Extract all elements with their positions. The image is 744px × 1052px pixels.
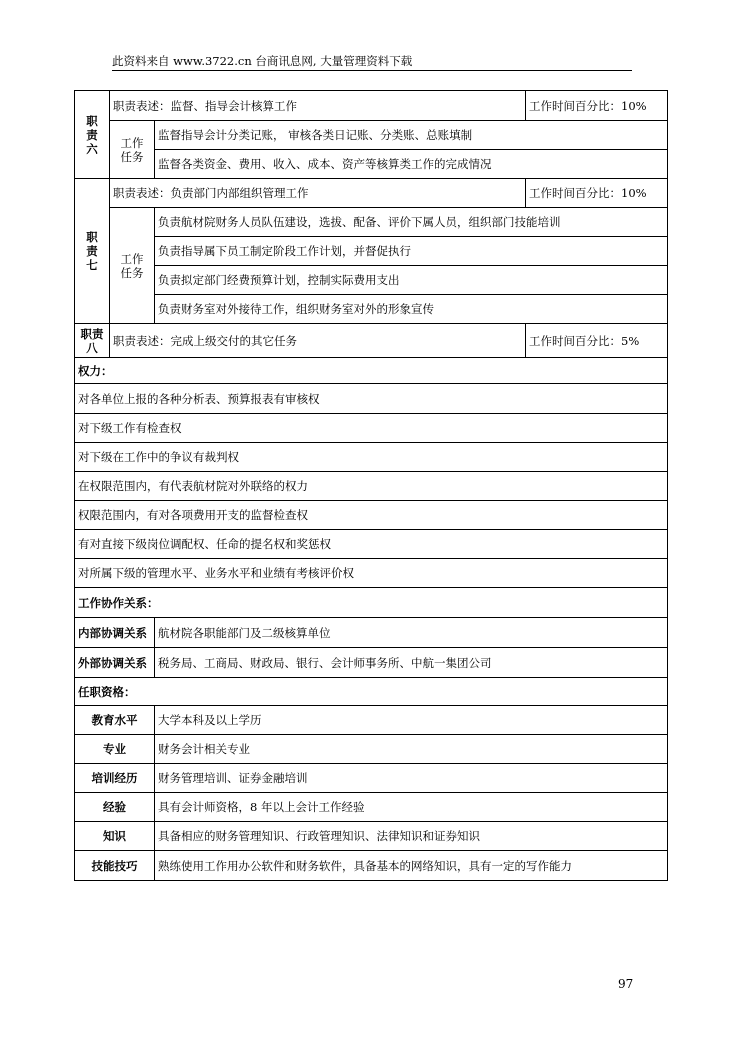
coordination-heading: 工作协作关系：	[75, 588, 668, 618]
duty-8-time-pct: 工作时间百分比：5%	[526, 324, 668, 358]
duty-6-task-label-2: 任务	[120, 149, 144, 164]
duty-8-label	[75, 324, 110, 358]
qualifications-heading-row	[75, 678, 668, 706]
duty-6-task-label-1: 工作	[120, 135, 144, 150]
duty-6-char-2: 责	[86, 127, 98, 142]
qualification-label: 培训经历	[75, 764, 155, 793]
duty-7-task-label	[110, 208, 155, 324]
page-header	[112, 52, 632, 71]
duty-6-label	[75, 91, 110, 179]
source-text: 此资料来自 www.3722.cn 台商讯息网, 大量管理资料下载	[112, 54, 413, 68]
duty-7-task-row	[75, 266, 668, 295]
duty-6-statement-row	[75, 91, 668, 121]
duty-6-task-2: 监督各类资金、费用、收入、成本、资产等核算类工作的完成情况	[155, 150, 668, 179]
authority-row	[75, 443, 668, 472]
qualification-row	[75, 735, 668, 764]
page-number: 97	[618, 977, 634, 991]
qualification-label: 经验	[75, 793, 155, 822]
authority-item: 对下级工作有检查权	[75, 414, 668, 443]
qualification-row	[75, 822, 668, 851]
qualification-value: 具有会计师资格，8 年以上会计工作经验	[155, 793, 668, 822]
duty-7-task-label-1: 工作	[120, 251, 144, 266]
duty-7-statement: 职责表述：负责部门内部组织管理工作	[110, 179, 526, 208]
duty-7-task-3: 负责拟定部门经费预算计划，控制实际费用支出	[155, 266, 668, 295]
authority-item: 对各单位上报的各种分析表、预算报表有审核权	[75, 384, 668, 414]
duty-6-char-1: 职	[86, 113, 98, 128]
duty-7-char-2: 责	[86, 244, 98, 258]
qualification-label: 知识	[75, 822, 155, 851]
coordination-label: 外部协调关系	[75, 648, 155, 678]
authority-item: 权限范围内，有对各项费用开支的监督检查权	[75, 501, 668, 530]
authority-row	[75, 384, 668, 414]
authority-row	[75, 559, 668, 588]
duty-8-row	[75, 324, 668, 358]
authority-heading: 权力：	[75, 358, 668, 384]
qualification-row	[75, 764, 668, 793]
coordination-row	[75, 618, 668, 648]
duty-7-task-row	[75, 237, 668, 266]
qualification-value: 熟练使用工作用办公软件和财务软件，具备基本的网络知识，具有一定的写作能力	[155, 851, 668, 881]
qualification-row	[75, 706, 668, 735]
duty-6-task-row	[75, 121, 668, 150]
duty-7-task-row	[75, 295, 668, 324]
duty-7-char-1: 职	[86, 230, 98, 244]
authority-item: 在权限范围内，有代表航材院对外联络的权力	[75, 472, 668, 501]
coordination-row	[75, 648, 668, 678]
duty-7-statement-row	[75, 179, 668, 208]
qualification-value: 财务管理培训、证券金融培训	[155, 764, 668, 793]
qualification-value: 财务会计相关专业	[155, 735, 668, 764]
duty-7-task-2: 负责指导属下员工制定阶段工作计划，并督促执行	[155, 237, 668, 266]
coordination-heading-row	[75, 588, 668, 618]
qualification-label: 专业	[75, 735, 155, 764]
authority-item: 有对直接下级岗位调配权、任命的提名权和奖惩权	[75, 530, 668, 559]
duty-7-task-row	[75, 208, 668, 237]
authority-heading-row	[75, 358, 668, 384]
job-description-table	[74, 90, 668, 881]
coordination-value: 航材院各职能部门及二级核算单位	[155, 618, 668, 648]
coordination-label: 内部协调关系	[75, 618, 155, 648]
authority-item: 对所属下级的管理水平、业务水平和业绩有考核评价权	[75, 559, 668, 588]
qualification-row	[75, 851, 668, 881]
qualification-label: 技能技巧	[75, 851, 155, 881]
authority-item: 对下级在工作中的争议有裁判权	[75, 443, 668, 472]
duty-8-char-1: 职责	[80, 326, 104, 341]
duty-7-task-4: 负责财务室对外接待工作，组织财务室对外的形象宣传	[155, 295, 668, 324]
duty-6-time-pct: 工作时间百分比：10%	[526, 91, 668, 121]
duty-8-statement: 职责表述：完成上级交付的其它任务	[110, 324, 526, 358]
duty-8-char-2: 八	[86, 340, 98, 355]
duty-7-label	[75, 179, 110, 324]
authority-row	[75, 530, 668, 559]
duty-7-char-3: 七	[86, 258, 98, 272]
duty-6-task-row	[75, 150, 668, 179]
coordination-value: 税务局、工商局、财政局、银行、会计师事务所、中航一集团公司	[155, 648, 668, 678]
duty-6-statement: 职责表述：监督、指导会计核算工作	[110, 91, 526, 121]
duty-7-task-1: 负责航材院财务人员队伍建设，选拔、配备、评价下属人员，组织部门技能培训	[155, 208, 668, 237]
duty-6-task-1: 监督指导会计分类记账， 审核各类日记账、分类账、总账填制	[155, 121, 668, 150]
authority-row	[75, 414, 668, 443]
qualification-value: 具备相应的财务管理知识、行政管理知识、法律知识和证券知识	[155, 822, 668, 851]
qualification-label: 教育水平	[75, 706, 155, 735]
authority-row	[75, 472, 668, 501]
qualifications-heading: 任职资格：	[75, 678, 668, 706]
duty-6-char-3: 六	[86, 141, 98, 156]
duty-7-time-pct: 工作时间百分比：10%	[526, 179, 668, 208]
qualification-row	[75, 793, 668, 822]
duty-7-task-label-2: 任务	[120, 265, 144, 280]
authority-row	[75, 501, 668, 530]
qualification-value: 大学本科及以上学历	[155, 706, 668, 735]
duty-6-task-label	[110, 121, 155, 179]
